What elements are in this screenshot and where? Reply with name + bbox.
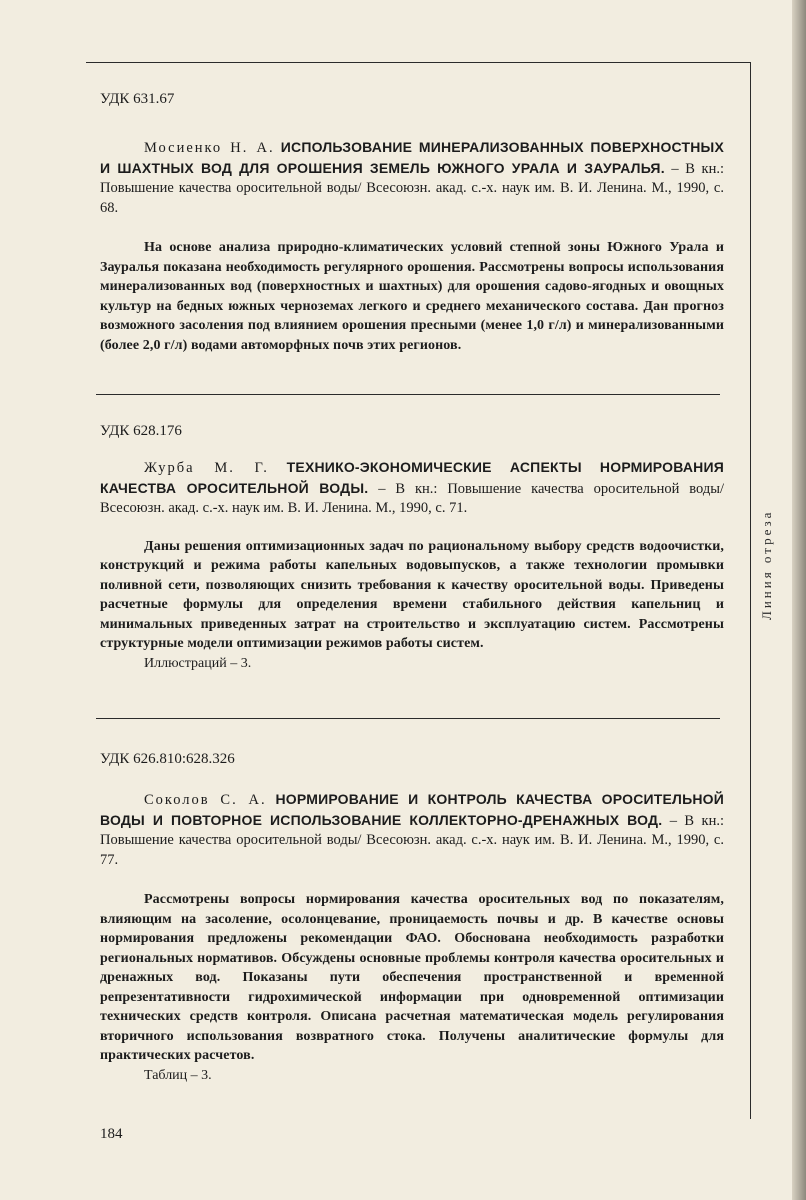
udc-code: УДК 631.67 — [100, 91, 175, 107]
source-reference: – В кн.: Повышение качества оросительной воды/Всесоюзн. акад. с.-х. наук им. В. И. Ленина. М., 1990, с. 71. — [100, 480, 724, 516]
cut-line-label: Линия отреза — [759, 509, 774, 621]
author: Журба М. Г. — [144, 460, 269, 476]
illustrations-note: Иллюстраций – 3. — [144, 655, 252, 671]
abstract-text: Рассмотрены вопросы нормирования качества оросительных вод по показателям, влияющим на засоление, осолонцевание, проницаемость почвы и др. В качестве основы нормирования предложены рекомендации ФАО. Обоснована необходимость разработки региональных нормативов. Обсуждены основные проблемы контроля качества оросительных и дренажных вод. Показаны пути обеспечения пространственной и временной репрезентативности гидрохимической информации при одновременной оптимизации технических средств контроля. Описана расчетная математическая модель регулирования вторичного использования возвратного стока. Получены аналитические формулы для практических расчетов. — [100, 892, 724, 1063]
udc-code: УДК 628.176 — [100, 423, 182, 439]
citation — [100, 458, 724, 519]
abstract-text: Даны решения оптимизационных задач по рациональному выбору средств водоочистки, конструкций и режима работы капельных водовыпусков, а также технологии промывки поливной сети, позволяющих снизить требования к качеству оросительной воды. Приведены расчетные формулы для определения времени стабильного действия капельниц и минимальных приведенных затрат на строительство и эксплуатацию систем. Рассмотрены структурные модели оптимизации режимов работы систем. — [100, 538, 724, 651]
tables-note: Таблиц – 3. — [144, 1067, 212, 1083]
article-title: ИСПОЛЬЗОВАНИЕ МИНЕРАЛИЗОВАННЫХ ПОВЕРХНОСТНЫХ И ШАХТНЫХ ВОД ДЛЯ ОРОШЕНИЯ ЗЕМЕЛЬ ЮЖНОГО УРАЛА И ЗАУРАЛЬЯ. — [100, 139, 725, 176]
abstract-entry-2 — [100, 422, 724, 673]
page-edge-shadow — [792, 0, 806, 1200]
author: Мосиенко Н. А. — [144, 140, 275, 156]
source-reference: – В кн.: Повышение качества оросительной воды/ Всесоюзн. акад. с.-х. наук им. В. И. Ленина. М., 1990, с. 68. — [100, 160, 724, 216]
abstract-text: На основе анализа природно-климатических условий степной зоны Южного Урала и Зауралья показана необходимость регулярного орошения. Рассмотрены вопросы использования минерализованных вод (поверхностных и шахтных) для орошения садово-ягодных и овощных культур на бедных южных черноземах легкого и среднего механического состава. Дан прогноз возможного засоления под влиянием орошения пресными (менее 1,0 г/л) и минерализованными (более 2,0 г/л) водами автоморфных почв этих регионов. — [100, 240, 724, 353]
source-reference: – В кн.: Повышение качества оросительной воды/ Всесоюзн. акад. с.-х. наук им. В. И. Ленина. М., 1990, с. 77. — [100, 812, 724, 868]
abstract-entry-1 — [100, 90, 724, 355]
citation — [100, 790, 724, 870]
udc-code: УДК 626.810:628.326 — [100, 751, 235, 767]
article-title: ТЕХНИКО-ЭКОНОМИЧЕСКИЕ АСПЕКТЫ НОРМИРОВАНИЯ КАЧЕСТВА ОРОСИТЕЛЬНОЙ ВОДЫ. — [100, 459, 724, 496]
page-number: 184 — [100, 1126, 123, 1142]
entry-divider — [96, 394, 720, 395]
entry-divider — [96, 718, 720, 719]
citation — [100, 138, 724, 218]
abstract-entry-3 — [100, 750, 724, 1085]
author: Соколов С. А. — [144, 792, 267, 808]
article-title: НОРМИРОВАНИЕ И КОНТРОЛЬ КАЧЕСТВА ОРОСИТЕЛЬНОЙ ВОДЫ И ПОВТОРНОЕ ИСПОЛЬЗОВАНИЕ КОЛЛЕКТОРНО-ДРЕНАЖНЫХ ВОД. — [100, 791, 724, 828]
